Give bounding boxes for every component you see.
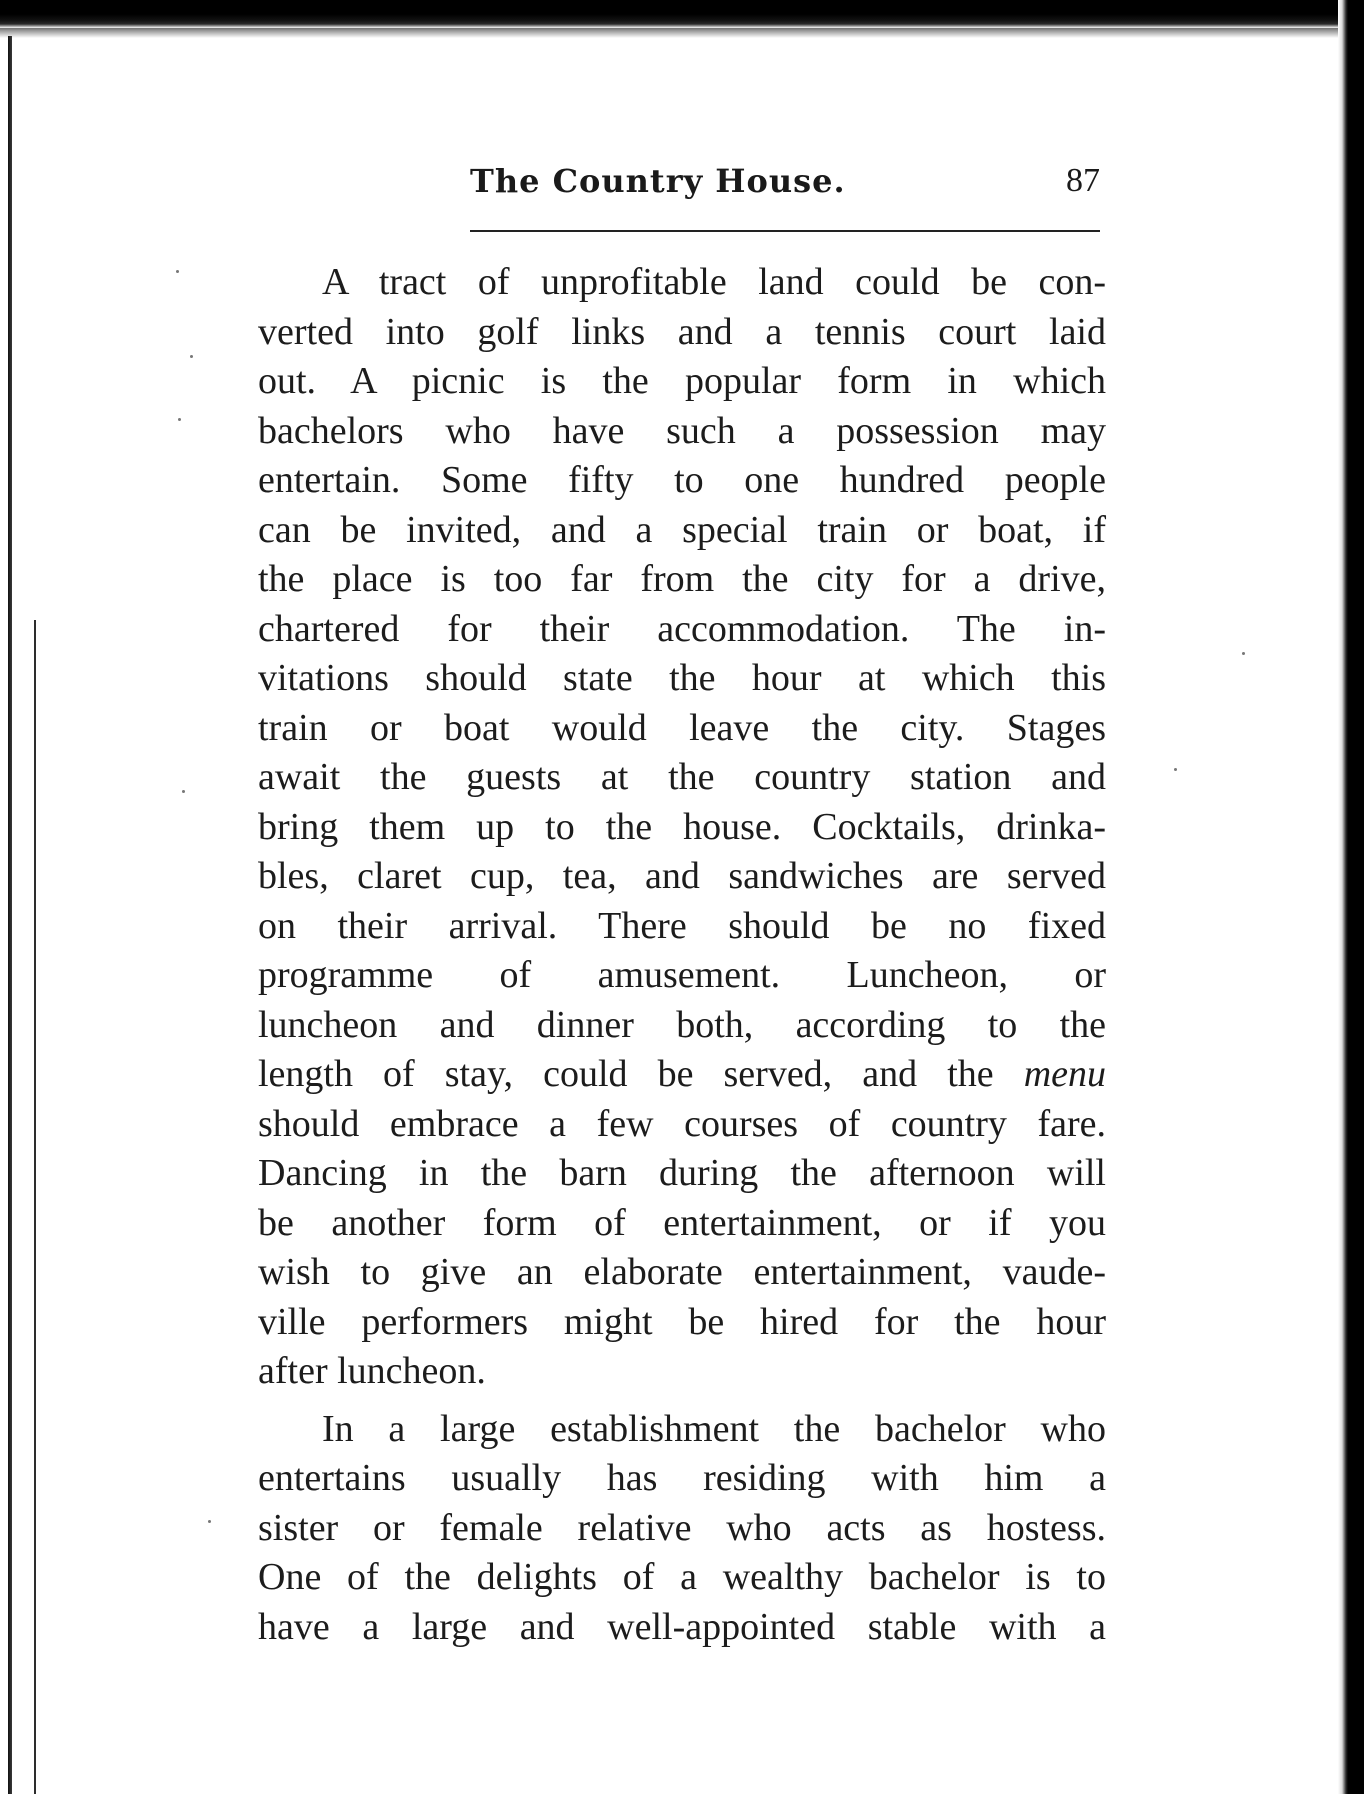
- scan-speck: [182, 790, 185, 793]
- text-line-with-italic: [258, 1050, 1106, 1100]
- text-line: programme of amusement. Luncheon, or: [258, 954, 1106, 996]
- scan-speck: [178, 418, 181, 421]
- text-line: vitations should state the hour at which this: [258, 657, 1106, 699]
- text-line: One of the delights of a wealthy bachelor is to: [258, 1556, 1106, 1598]
- text-line: after luncheon.: [258, 1350, 486, 1392]
- text-line: sister or female relative who acts as hostess.: [258, 1506, 1106, 1549]
- scan-speck: [176, 270, 179, 273]
- text-line: await the guests at the country station and: [258, 756, 1106, 798]
- text-line: entertain. Some fifty to one hundred people: [258, 459, 1106, 501]
- text-line: wish to give an elaborate entertainment, vaude-: [258, 1251, 1106, 1293]
- text-line: bachelors who have such a possession may: [258, 409, 1106, 452]
- running-head: [470, 156, 1100, 206]
- text-line: verted into golf links and a tennis court laid: [258, 310, 1106, 353]
- text-line: bring them up to the house. Cocktails, drinka-: [258, 805, 1106, 848]
- italic-word: menu: [1023, 1053, 1106, 1095]
- text-line: can be invited, and a special train or boat, if: [258, 508, 1106, 551]
- running-title: The Country House.: [470, 162, 846, 200]
- text-line: train or boat would leave the city. Stages: [258, 706, 1106, 749]
- text-line: Dancing in the barn during the afternoon will: [258, 1152, 1106, 1194]
- scan-speck: [1242, 652, 1245, 655]
- scan-right-edge: [1338, 0, 1364, 1794]
- scan-left-edge: [8, 36, 12, 1794]
- text-line: ville performers might be hired for the hour: [258, 1300, 1106, 1343]
- scan-speck: [190, 355, 193, 358]
- scan-speck: [208, 1520, 211, 1523]
- text-run: length of stay, could be served, and the: [258, 1053, 1024, 1095]
- body-text: [258, 258, 1106, 1652]
- text-line: the place is too far from the city for a drive,: [258, 558, 1106, 600]
- text-line: chartered for their accommodation. The in-: [258, 607, 1106, 650]
- text-line: A tract of unprofitable land could be con-: [322, 261, 1106, 303]
- text-line: be another form of entertainment, or if you: [258, 1201, 1106, 1244]
- scan-top-edge: [0, 0, 1364, 28]
- text-line: bles, claret cup, tea, and sandwiches are served: [258, 855, 1106, 897]
- text-line: should embrace a few courses of country fare.: [258, 1102, 1106, 1145]
- paragraph-2: [258, 1405, 1106, 1653]
- scan-speck: [1174, 768, 1177, 771]
- text-line: on their arrival. There should be no fixed: [258, 904, 1106, 947]
- page-number: 87: [1066, 162, 1100, 199]
- text-line: out. A picnic is the popular form in which: [258, 360, 1106, 402]
- scan-left-edge-inner: [34, 620, 36, 1794]
- text-line: In a large establishment the bachelor who: [322, 1407, 1106, 1450]
- text-line: luncheon and dinner both, according to the: [258, 1003, 1106, 1046]
- text-line: have a large and well-appointed stable with a: [258, 1605, 1106, 1648]
- paragraph-1: [258, 258, 1106, 1397]
- header-rule: [470, 230, 1100, 232]
- text-line: entertains usually has residing with him a: [258, 1457, 1106, 1499]
